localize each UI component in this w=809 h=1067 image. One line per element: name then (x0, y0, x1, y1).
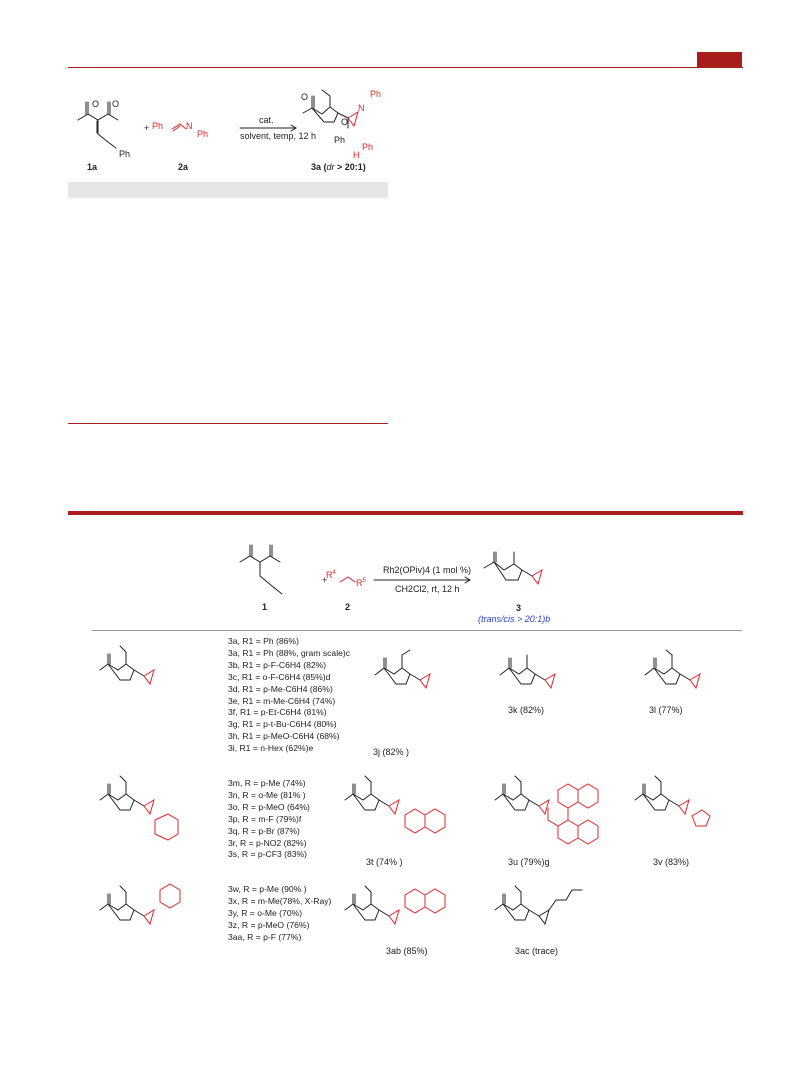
structure-3k (500, 655, 555, 688)
list-item: 3g, R1 = p-t-Bu-C6H4 (80%) (228, 719, 337, 730)
list-item: 3a, R1 = Ph (86%) (228, 636, 299, 646)
list-item: 3n, R = o-Me (81% ) (228, 789, 306, 800)
list-item: 3y, R = o-Me (70%) (228, 907, 303, 918)
label-3ab: 3ab (85%) (386, 946, 428, 956)
plus-sign-main: + (322, 575, 328, 585)
svg-text:Ph: Ph (362, 142, 374, 152)
structure-1 (240, 545, 282, 594)
label-3: 3 (516, 603, 522, 613)
label-3ac: 3ac (trace) (515, 946, 559, 956)
svg-text:Ph: Ph (370, 89, 382, 99)
arrow-top-label: cat. (259, 115, 274, 125)
label-3l: 3l (77%) (649, 705, 683, 715)
structure-3v (635, 776, 710, 826)
list-item: 3s, R = p-CF3 (83%) (228, 849, 308, 860)
label-3j: 3j (82% ) (373, 747, 410, 757)
structure-3ab (345, 886, 445, 924)
svg-text:Ph: Ph (197, 129, 209, 139)
svg-text:N: N (358, 103, 365, 113)
structure-3j (375, 650, 430, 688)
svg-text:Ph: Ph (334, 135, 346, 145)
svg-text:O: O (112, 99, 120, 109)
list-item: 3f, R1 = p-Et-C6H4 (81%) (228, 707, 327, 718)
r4-label: $R^4$ (326, 570, 336, 580)
conditions-label: CH2Cl2, rt, 12 h (395, 584, 460, 594)
structure-3l (645, 650, 700, 688)
structure-3ac (495, 886, 582, 924)
trans-cis-ratio: (trans/cis > 20:1)b (478, 614, 551, 624)
structure-3m-generic (100, 776, 178, 840)
svg-text:Ph: Ph (119, 149, 131, 159)
structure-3t (345, 776, 445, 833)
list-item: 3a, R1 = Ph (88%, gram scale)c (228, 647, 351, 658)
list-item: 3q, R = p-Br (87%) (228, 825, 300, 836)
list-item: 3e, R1 = m-Me-C6H4 (74%) (228, 695, 336, 706)
label-3t: 3t (74% ) (366, 857, 403, 867)
structure-3 (484, 552, 542, 584)
svg-text:H: H (353, 150, 360, 160)
reagent-label: Rh2(OPiv)4 (1 mol %) (383, 565, 472, 575)
label-2a: 2a (178, 162, 189, 172)
structure-2 (340, 577, 355, 582)
list-item: 3o, R = p-MeO (64%) (228, 801, 310, 812)
row2-substrate-list (228, 778, 310, 861)
structure-3a (303, 90, 358, 128)
svg-text:O: O (92, 99, 100, 109)
svg-text:O: O (341, 117, 349, 127)
label-1a: 1a (87, 162, 98, 172)
arrow-bottom-label: solvent, temp, 12 h (240, 131, 317, 141)
list-item: 3r, R = p-NO2 (82%) (228, 837, 307, 848)
structure-2a (172, 124, 186, 131)
list-item: 3c, R1 = o-F-C6H4 (85%)d (228, 671, 331, 682)
svg-text:Ph: Ph (152, 121, 164, 131)
label-2: 2 (345, 602, 351, 612)
list-item: 3h, R1 = p-MeO-C6H4 (68%) (228, 731, 340, 742)
list-item: 3z, R = p-MeO (76%) (228, 919, 310, 930)
list-item: 3i, R1 = n-Hex (62%)e (228, 743, 314, 754)
structure-3u (495, 776, 598, 844)
r5-label: $R^5$ (356, 578, 366, 588)
row3-substrate-list (228, 884, 331, 944)
svg-text:O: O (301, 92, 309, 102)
structure-3w-generic (100, 884, 180, 924)
label-3v: 3v (83%) (653, 857, 690, 867)
row1-substrate-list (228, 636, 350, 755)
list-item: 3d, R1 = p-Me-C6H4 (86%) (228, 683, 333, 694)
list-item: 3m, R = p-Me (74%) (228, 778, 306, 788)
list-item: 3b, R1 = p-F-C6H4 (82%) (228, 659, 327, 670)
label-3a: 3a (dr > 20:1) (311, 162, 366, 172)
list-item: 3x, R = m-Me(78%, X-Ray) (228, 895, 332, 906)
structure-3a-generic (100, 646, 154, 684)
label-3u: 3u (79%)g (508, 857, 550, 867)
list-item: 3w, R = p-Me (90% ) (228, 884, 307, 894)
list-item: 3aa, R = p-F (77%) (228, 931, 302, 942)
svg-text:N: N (186, 121, 193, 131)
label-1: 1 (262, 602, 268, 612)
label-3k: 3k (82%) (508, 705, 545, 715)
plus-sign: + (144, 123, 150, 133)
list-item: 3p, R = m-F (79%)f (228, 813, 302, 824)
